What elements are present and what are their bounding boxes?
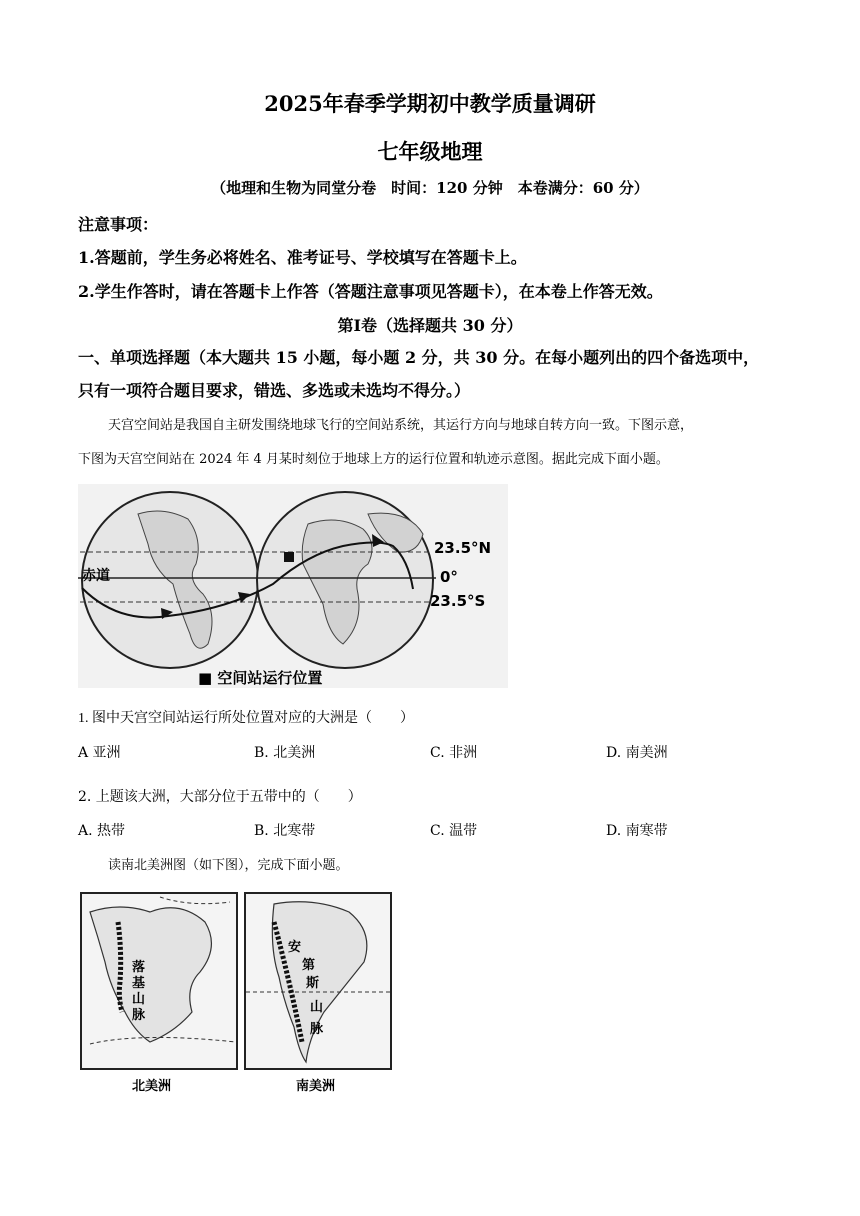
north-america-map — [80, 892, 238, 1092]
question-2-option-a[interactable]: A. 热带 — [78, 823, 126, 839]
station-position-marker — [284, 552, 294, 562]
section-instruction-1: 一、单项选择题（本大题共 15 小题，每小题 2 分，共 30 分。在每小题列出的四个备选项中， — [78, 348, 760, 367]
passage2-text: 读南北美洲图（如下图），完成下面小题。 — [108, 858, 349, 873]
sa-caption: 南美洲 — [296, 1079, 336, 1094]
globe-map-figure — [78, 484, 508, 688]
question-1-option-a[interactable]: A 亚洲 — [78, 745, 121, 761]
question-2-option-c[interactable]: C. 温带 — [430, 823, 478, 839]
sa-mountain-char-2: 第 — [302, 958, 316, 973]
section-instruction-2: 只有一项符合题目要求，错选、多选或未选均不得分。） — [78, 381, 471, 400]
sa-mountain-char-3: 斯 — [306, 976, 320, 991]
notes-heading: 注意事项： — [78, 215, 159, 234]
tropic-south-label: 23.5°S — [430, 592, 486, 610]
na-mountain-char-2: 基 — [132, 976, 146, 991]
notes-item-2: 2.学生作答时，请在答题卡上作答（答题注意事项见答题卡），在本卷上作答无效。 — [78, 282, 663, 301]
equator-degree-label: 0° — [440, 568, 458, 586]
question-1-option-b[interactable]: B. 北美洲 — [254, 745, 316, 761]
question-2-option-d[interactable]: D. 南寒带 — [606, 823, 668, 839]
exam-title: 2025年春季学期初中教学质量调研 — [264, 91, 596, 116]
globe-map-svg — [78, 484, 508, 688]
passage1-line2: 下图为天宫空间站在 2024 年 4 月某时刻位于地球上方的运行位置和轨迹示意图。据此完成下面小题。 — [78, 452, 669, 467]
equator-label: 赤道 — [82, 568, 110, 584]
map1-legend: ■ 空间站运行位置 — [198, 669, 323, 687]
tropic-north-label: 23.5°N — [434, 539, 492, 557]
na-mountain-char-4: 脉 — [132, 1008, 146, 1023]
south-america-map — [244, 892, 392, 1092]
passage1-line1: 天宫空间站是我国自主研发围绕地球飞行的空间站系统，其运行方向与地球自转方向一致。下图示意， — [108, 418, 694, 433]
na-mountain-char-3: 山 — [132, 992, 146, 1007]
question-1-option-c[interactable]: C. 非洲 — [430, 745, 478, 761]
question-1-stem: 1. 图中天宫空间站运行所处位置对应的大洲是（ ） — [78, 711, 414, 726]
question-2-stem: 2. 上题该大洲，大部分位于五带中的（ ） — [78, 789, 362, 805]
sa-mountain-char-4: 山 — [310, 1000, 324, 1015]
na-mountain-char-1: 落 — [132, 960, 146, 975]
sa-mountain-char-1: 安 — [288, 940, 302, 955]
notes-item-1: 1.答题前，学生务必将姓名、准考证号、学校填写在答题卡上。 — [78, 248, 527, 267]
na-caption: 北美洲 — [132, 1079, 172, 1094]
exam-info: （地理和生物为同堂分卷 时间：120 分钟 本卷满分：60 分） — [211, 179, 649, 197]
question-1-option-d[interactable]: D. 南美洲 — [606, 745, 668, 761]
north-america-svg — [80, 892, 238, 1070]
section-title: 第Ⅰ卷（选择题共 30 分） — [337, 316, 523, 335]
sa-mountain-char-5: 脉 — [310, 1022, 324, 1037]
question-2-option-b[interactable]: B. 北寒带 — [254, 823, 316, 839]
exam-subtitle: 七年级地理 — [377, 139, 483, 164]
